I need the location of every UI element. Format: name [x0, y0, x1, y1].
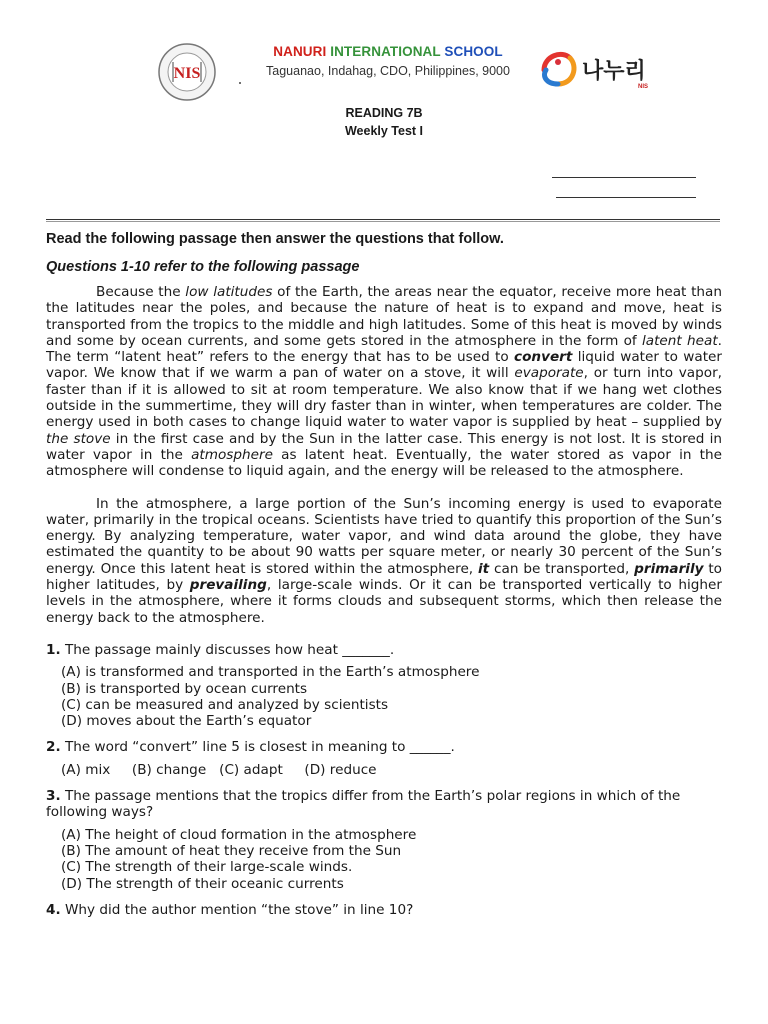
passage-text: can be transported, — [489, 560, 635, 577]
option-c[interactable]: (C) The strength of their large-scale winds. — [61, 859, 353, 876]
test-subtitle: Weekly Test I — [344, 124, 424, 138]
passage-text: atmosphere — [191, 446, 273, 463]
question-2-options[interactable]: (A) mix (B) change (C) adapt (D) reduce — [61, 761, 377, 778]
nanuri-logo-icon — [540, 44, 660, 92]
passage-text: as latent heat. Eventually, the water stored as vapor in the atmosphere will condense to liquid again, and the energy will be released to the atmosphere. — [46, 446, 722, 480]
question-2 — [46, 739, 722, 755]
passage-paragraph-1 — [46, 284, 722, 480]
instructions: Read the following passage then answer the questions that follow. — [46, 231, 504, 247]
question-number: 3. — [46, 788, 61, 805]
question-number: 1. — [46, 641, 61, 658]
header-divider — [46, 219, 720, 220]
school-address: Taguanao, Indahag, CDO, Philippines, 9000 — [266, 64, 510, 78]
passage-paragraph-2 — [46, 496, 722, 626]
option-a[interactable]: (A) The height of cloud formation in the atmosphere — [61, 826, 417, 843]
passage-text: . The term “latent heat” refers to the energy that has to be used to — [46, 332, 722, 366]
question-1-options — [61, 664, 722, 729]
passage-text: in the first case and by the Sun in the latter case. This energy is not lost. It is stored in water vapor in the — [46, 430, 722, 463]
name-blank-line[interactable] — [552, 177, 696, 178]
course-title: READING 7B — [345, 106, 423, 120]
date-blank-line[interactable] — [556, 197, 696, 198]
passage-text: to higher latitudes, by — [46, 560, 722, 594]
option-a[interactable]: (A) is transformed and transported in the Earth’s atmosphere — [61, 664, 480, 681]
question-4 — [46, 902, 722, 918]
question-text: The passage mainly discusses how heat _______. — [60, 641, 395, 658]
school-header — [0, 0, 768, 110]
svg-text:NIS: NIS — [638, 84, 649, 90]
question-text: The passage mentions that the tropics differ from the Earth’s polar regions in which of the following ways? — [46, 788, 681, 821]
passage-text: Because the — [96, 284, 186, 300]
seal-letters: NIS — [173, 65, 201, 82]
option-d[interactable]: (D) The strength of their oceanic currents — [61, 875, 344, 892]
passage-text: prevailing — [189, 577, 267, 594]
passage-text: liquid water to water vapor. We know that if we warm a pan of water on a stove, it will — [46, 349, 722, 382]
question-1 — [46, 642, 722, 658]
passage-text: latent heat — [642, 332, 718, 349]
question-number: 4. — [46, 901, 61, 918]
passage-text: In the atmosphere, a large portion of the Sun’s incoming energy is used to evaporate water, primarily in the tropical oceans. Scientists have tried to quantify this proportion of the Sun’s energy. By analyzing temperature, water vapor, and wind data around the globe, they have estimated the quantity to be about 90 watts per square meter, or nearly 30 percent of the Sun’s energy. Once this latent heat is stored within the atmosphere, — [46, 495, 722, 577]
question-number: 2. — [46, 739, 61, 756]
passage-text: , or turn into vapor, faster than if it is allowed to sit at room temperature. We also know that if we hang wet clothes outside in the summertime, they will dry faster than in winter, when temperatures are colder. The energy used in both cases to change liquid water to water vapor is supplied by heat – supplied by — [46, 365, 722, 431]
passage-text: evaporate — [514, 365, 584, 382]
question-3-options — [61, 827, 722, 892]
question-text: Why did the author mention “the stove” in line 10? — [60, 901, 414, 918]
school-seal-icon — [155, 42, 245, 102]
header-divider-shadow — [46, 221, 720, 222]
passage-text: of the Earth, the areas near the equator, receive more heat than the latitudes near the poles, and because the nature of heat is to expand and move, heat is transported from the tropics to the middle and high latitudes. Some of this heat is moved by winds and some by ocean currents, and some gets stored in the atmosphere in the form of — [46, 284, 722, 349]
passage-text: convert — [514, 349, 573, 366]
passage-text: primarily — [634, 560, 704, 577]
question-3 — [46, 788, 722, 821]
test-title — [0, 106, 768, 142]
passage-text: , large-scale winds. Or it can be transported vertically to higher levels in the atmosphere, where it forms clouds and subsequent storms, which then release the energy back to the atmosphere. — [46, 577, 722, 626]
passage-text: the stove — [46, 430, 111, 447]
passage-text: low latitudes — [185, 284, 273, 300]
option-b[interactable]: (B) is transported by ocean currents — [61, 680, 308, 697]
logo-text: 나누리 — [582, 59, 646, 84]
school-name: NANURI INTERNATIONAL SCHOOL — [273, 44, 503, 59]
test-content — [46, 230, 722, 924]
option-c[interactable]: (C) can be measured and analyzed by scientists — [61, 696, 389, 713]
questions-heading: Questions 1-10 refer to the following passage — [46, 259, 360, 275]
question-text: The word “convert” line 5 is closest in meaning to ______. — [60, 739, 455, 756]
passage-text: it — [478, 560, 490, 577]
option-d[interactable]: (D) moves about the Earth’s equator — [61, 713, 312, 730]
option-b[interactable]: (B) The amount of heat they receive from the Sun — [61, 842, 402, 859]
